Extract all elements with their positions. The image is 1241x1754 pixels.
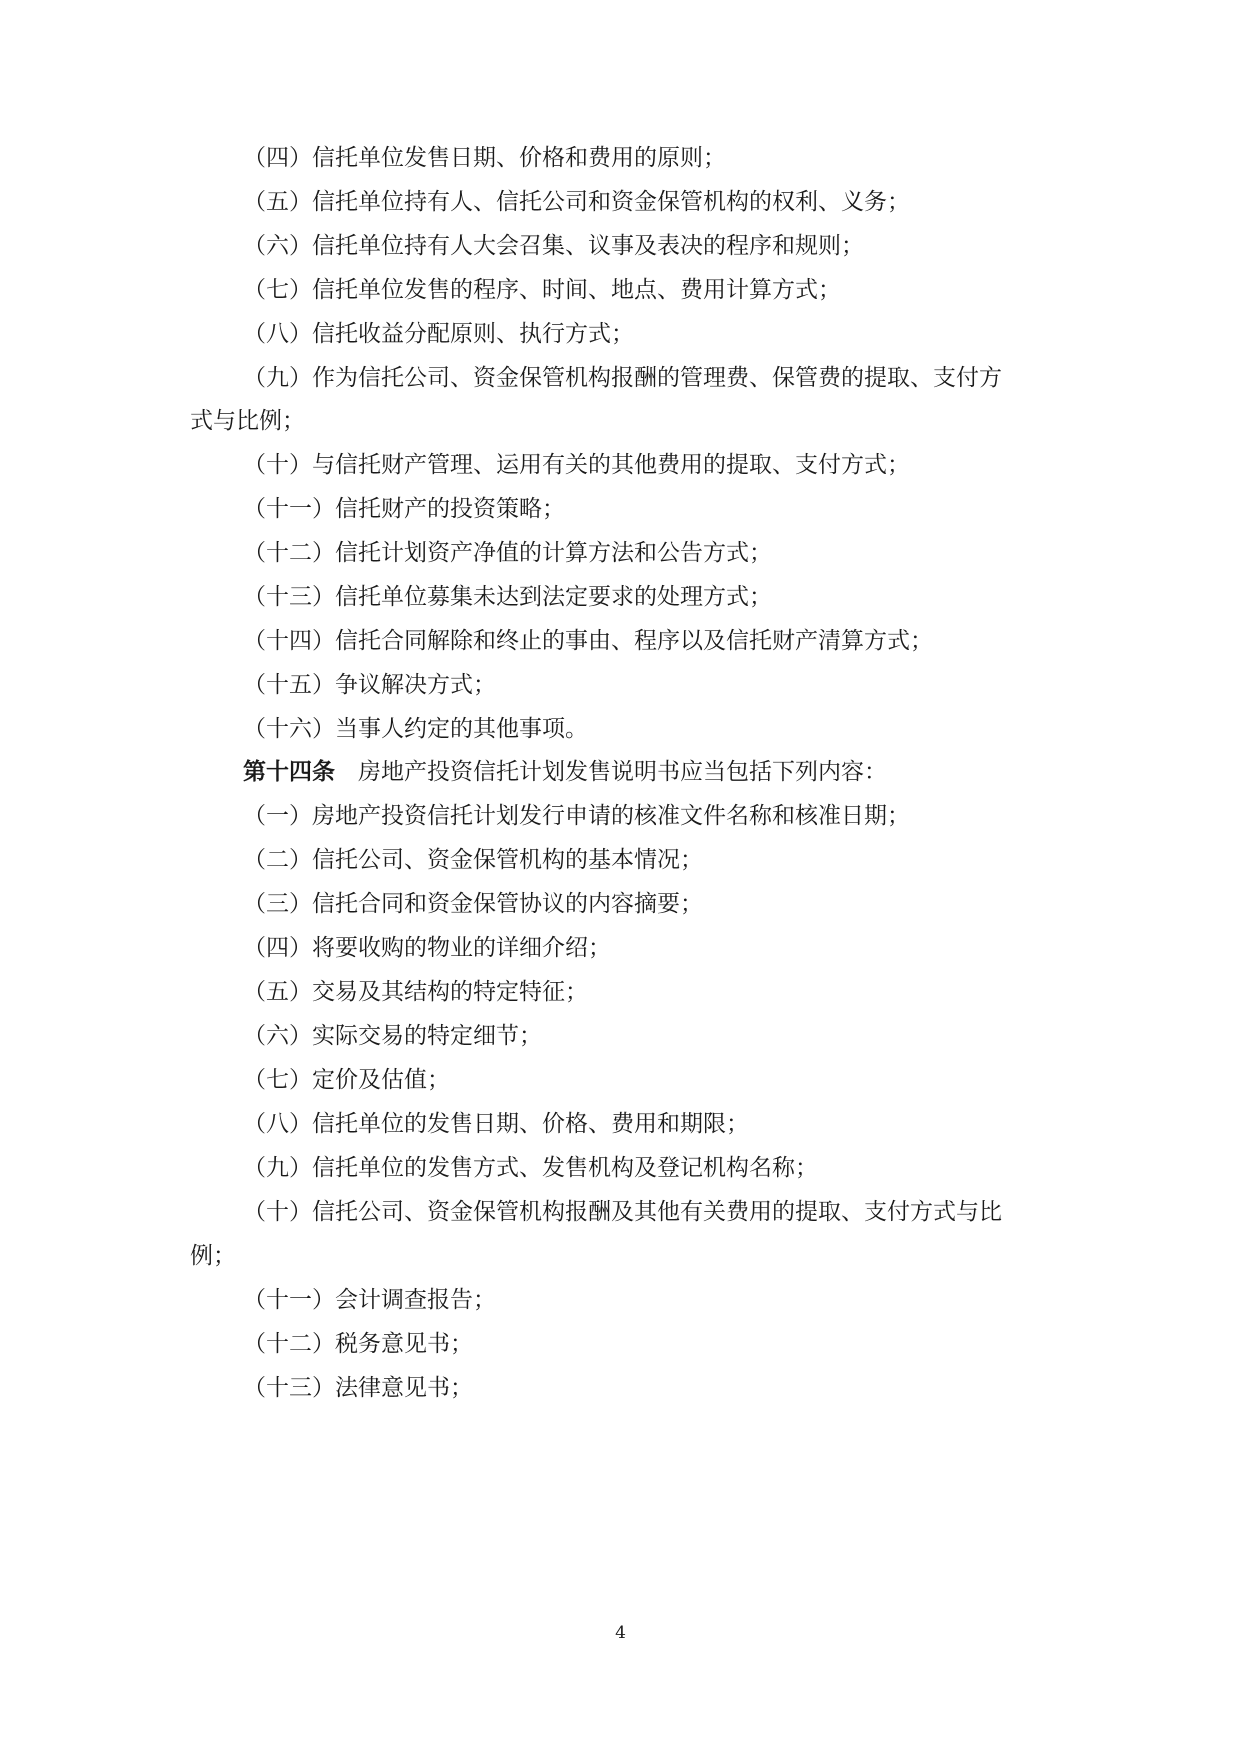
list-item: （六）信托单位持有人大会召集、议事及表决的程序和规则； [243,233,864,259]
list-item: （七）信托单位发售的程序、时间、地点、费用计算方式； [243,277,841,303]
list-item: （十二）税务意见书； [243,1331,473,1357]
list-item: （九）信托单位的发售方式、发售机构及登记机构名称； [243,1155,818,1181]
list-item: （十一）信托财产的投资策略； [243,496,565,522]
list-item: （五）信托单位持有人、信托公司和资金保管机构的权利、义务； [243,189,910,215]
article-text: 房地产投资信托计划发售说明书应当包括下列内容： [358,759,887,785]
list-item: （十三）信托单位募集未达到法定要求的处理方式； [243,584,772,610]
list-item: （十二）信托计划资产净值的计算方法和公告方式； [243,540,772,566]
list-item: （十五）争议解决方式； [243,672,496,698]
list-item: （十四）信托合同解除和终止的事由、程序以及信托财产清算方式； [243,628,933,654]
list-item: （十）与信托财产管理、运用有关的其他费用的提取、支付方式； [243,452,910,478]
list-item: （九）作为信托公司、资金保管机构报酬的管理费、保管费的提取、支付方 [243,365,1002,391]
list-item: （二）信托公司、资金保管机构的基本情况； [243,847,703,873]
list-item: （七）定价及估值； [243,1067,450,1093]
list-item: （八）信托单位的发售日期、价格、费用和期限； [243,1111,749,1137]
list-item-continuation: 式与比例； [190,408,305,434]
list-item: （五）交易及其结构的特定特征； [243,979,588,1005]
list-item: （六）实际交易的特定细节； [243,1023,542,1049]
list-item: （三）信托合同和资金保管协议的内容摘要； [243,891,703,917]
list-item: （十）信托公司、资金保管机构报酬及其他有关费用的提取、支付方式与比 [243,1199,1002,1225]
list-item: （四）将要收购的物业的详细介绍； [243,935,611,961]
list-item: （一）房地产投资信托计划发行申请的核准文件名称和核准日期； [243,803,910,829]
list-item-continuation: 例； [190,1243,236,1269]
page-number: 4 [615,1623,626,1643]
list-item: （十六）当事人约定的其他事项。 [243,716,588,742]
article-heading: 第十四条 [243,759,335,785]
list-item: （八）信托收益分配原则、执行方式； [243,321,634,347]
list-item: （四）信托单位发售日期、价格和费用的原则； [243,145,726,171]
list-item: （十三）法律意见书； [243,1375,473,1401]
article-paragraph [243,757,887,787]
list-item: （十一）会计调查报告； [243,1287,496,1313]
